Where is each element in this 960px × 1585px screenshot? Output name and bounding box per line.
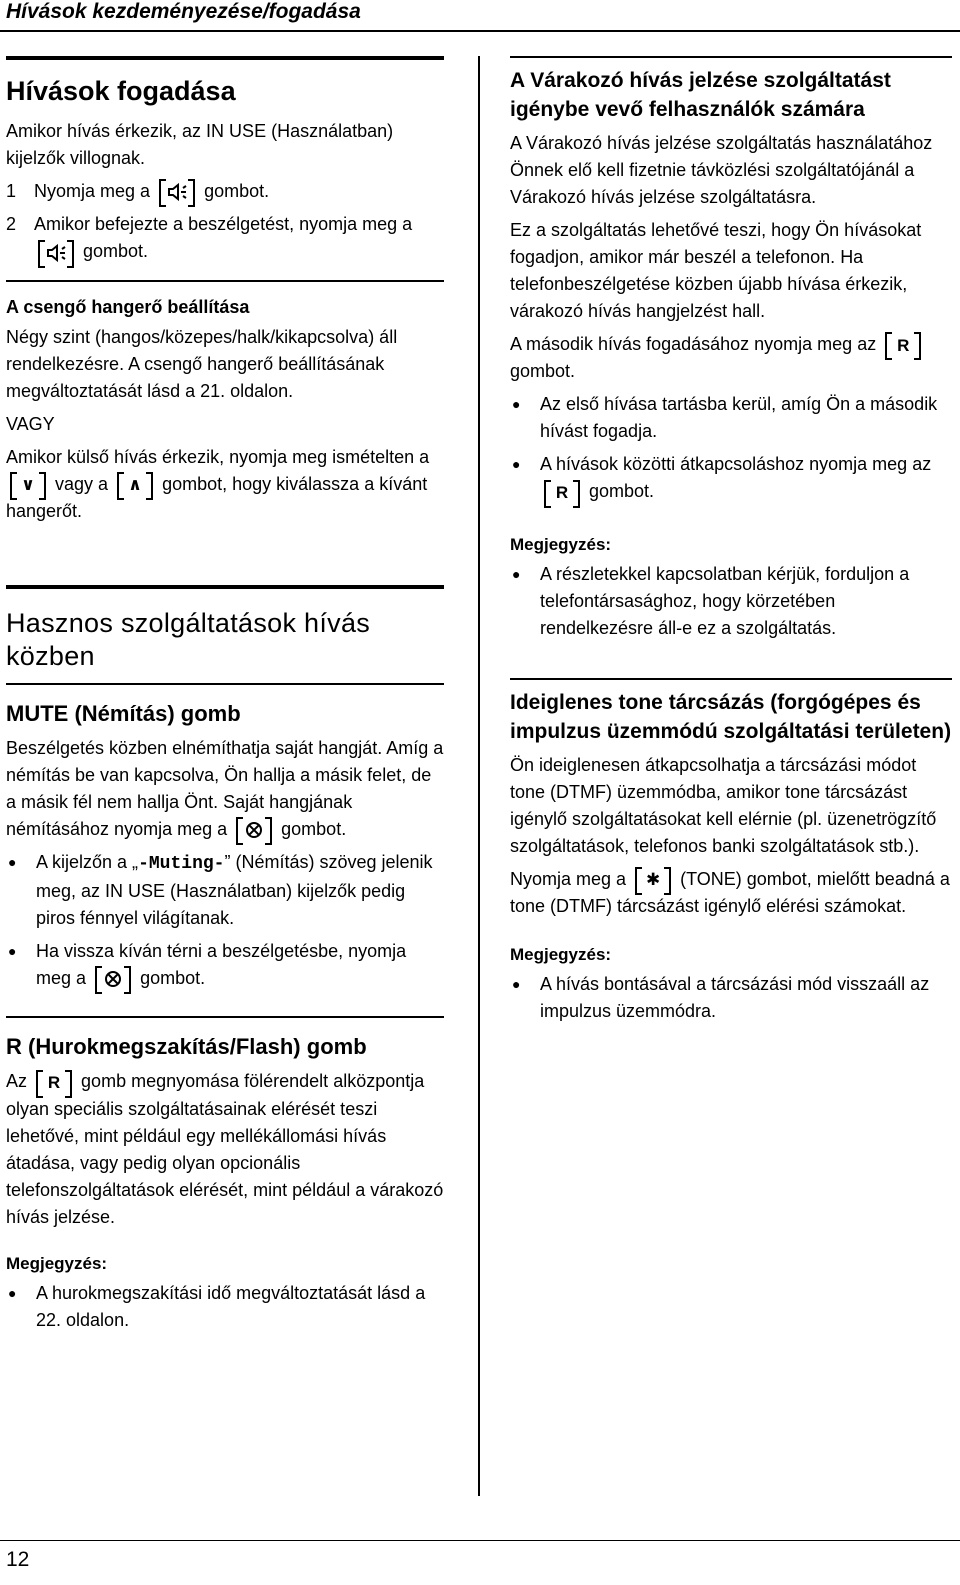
- step-text-end: gombot.: [83, 241, 149, 262]
- ringer-alt-b: vagy a: [55, 473, 109, 494]
- flash-notes: [6, 1280, 444, 1334]
- bullet-dot: ●: [8, 854, 17, 870]
- list-item: ● A részletekkel kapcsolatban kérjük, forduljon a telefontársasághoz, hogy körzetében rendelkezésre áll-e ez a szolgáltatás.: [510, 561, 952, 642]
- list-item: ● Az első hívása tartásba kerül, amíg Ön a második hívást fogadja.: [510, 391, 952, 445]
- mute-heading: MUTE (Némítás) gomb: [6, 700, 241, 726]
- speakerphone-key: [159, 179, 195, 205]
- speakerphone-key: [38, 240, 74, 266]
- list-item: ● A kijelzőn a „-Muting-” (Némítás) szöveg jelenik meg, az IN USE (Használatban) kijelzők pedig piros fénnyel világítanak.: [6, 849, 444, 932]
- r-key: R: [885, 332, 921, 358]
- bullet-dot: ●: [512, 456, 521, 473]
- receive-intro: Amikor hívás érkezik, az IN USE (Használatban) kijelzők villognak.: [6, 121, 394, 168]
- muting-display-text: -Muting-: [138, 854, 225, 874]
- step-number: 2: [6, 214, 17, 235]
- up-arrow-icon: ∧: [128, 475, 142, 495]
- star-key: [635, 867, 671, 893]
- footer-divider: [0, 1540, 960, 1541]
- bullet-dot: ●: [512, 396, 521, 413]
- tone-p1: Ön ideiglenesen átkapcsolhatja a tárcsázási módot tone (DTMF) üzemmódba, amikor tone tárcsázást igénylő szolgáltatásokat kell elérnie (pl. üzenetrögzítő szolgáltatások, telefonos banki szolgáltatások stb.).: [510, 754, 937, 856]
- step-text: Nyomja meg a: [34, 181, 151, 201]
- r-key: R: [544, 480, 580, 506]
- step-number: 1: [6, 181, 17, 201]
- bullet-dot: ●: [8, 943, 17, 959]
- subsection-rule: [6, 683, 444, 685]
- note-heading: Megjegyzés:: [510, 534, 612, 554]
- header-divider: [0, 30, 960, 32]
- mute-text: [6, 735, 444, 843]
- list-item: ● A hívás bontásával a tárcsázási mód visszaáll az impulzus üzemmódra.: [510, 971, 952, 1025]
- mute-key: [95, 966, 131, 992]
- bullet-dot: ●: [512, 975, 521, 992]
- subsection-rule: [510, 56, 952, 58]
- note-heading: Megjegyzés:: [510, 944, 612, 964]
- mute-text-a: Beszélgetés közben elnémíthatja saját hangját. Amíg a némítás be van kapcsolva, Ön hallja a másik felet, de a másik fél nem hallja Önt. Saját hangjának némításához nyomja meg a: [6, 737, 444, 839]
- tone-notes: [510, 971, 952, 1025]
- useful-features-heading: Hasznos szolgáltatások hívás közben: [6, 607, 371, 671]
- up-key: [117, 472, 153, 498]
- ringer-alt-text: [6, 444, 444, 525]
- right-column: [510, 56, 952, 1031]
- ringer-alt-c: gombot, hogy kiválassza a kívánt hangerőt.: [6, 473, 428, 521]
- page-header-title: Hívások kezdeményezése/fogadása: [6, 0, 361, 23]
- call-waiting-p3: A második hívás fogadásához nyomja meg az R gombot.: [510, 331, 952, 385]
- step-text: Amikor befejezte a beszélgetést, nyomja meg a: [34, 214, 413, 235]
- mute-icon: [103, 969, 123, 989]
- ringer-text: Négy szint (hangos/közepes/halk/kikapcsolva) áll rendelkezésre. A csengő hangerő beállításának megváltoztatását lásd a 21. oldalon.: [6, 326, 398, 401]
- tone-dialing-heading: Ideiglenes tone tárcsázás (forgógépes és impulzus üzemmódú szolgáltatási területen): [510, 690, 952, 743]
- left-column: [6, 56, 444, 1340]
- note-heading: Megjegyzés:: [6, 1253, 108, 1273]
- mute-icon: [244, 820, 264, 840]
- receive-calls-heading: Hívások fogadása: [6, 76, 236, 106]
- ringer-alt-a: Amikor külső hívás érkezik, nyomja meg ismételten a: [6, 446, 430, 467]
- step-text-end: gombot.: [204, 181, 270, 201]
- bullet-dot: ●: [8, 1284, 17, 1301]
- subsection-rule: [6, 280, 444, 282]
- column-divider: [478, 56, 480, 1496]
- mute-bullets: [6, 849, 444, 992]
- or-label: VAGY: [6, 413, 55, 434]
- mute-key: [236, 817, 272, 843]
- section-rule: [6, 585, 444, 589]
- flash-heading: R (Hurokmegszakítás/Flash) gomb: [6, 1034, 367, 1060]
- section-rule: [6, 56, 444, 60]
- list-item: ● Ha vissza kíván térni a beszélgetésbe, nyomja meg a gombot.: [6, 938, 444, 992]
- down-key: [10, 472, 46, 498]
- speakerphone-icon: [45, 243, 67, 263]
- list-item: ● A hívások közötti átkapcsoláshoz nyomja meg az R gombot.: [510, 451, 952, 505]
- subsection-rule: [510, 678, 952, 680]
- r-key: R: [36, 1070, 72, 1096]
- down-arrow-icon: ∨: [21, 475, 35, 495]
- subsection-rule: [6, 1016, 444, 1018]
- call-waiting-p1: A Várakozó hívás jelzése szolgáltatás használatához Önnek elő kell fizetnie távközlési szolgáltatójánál a Várakozó hívás jelzése szolgáltatásra.: [510, 133, 933, 207]
- bullet-dot: ●: [512, 565, 521, 582]
- call-waiting-heading: A Várakozó hívás jelzése szolgáltatást igénybe vevő felhasználók számára: [510, 69, 891, 121]
- mute-text-b: gombot.: [281, 818, 347, 839]
- star-icon: ✱: [645, 870, 661, 890]
- speakerphone-icon: [166, 182, 188, 202]
- call-waiting-p2: Ez a szolgáltatás lehetővé teszi, hogy Ön hívásokat fogadjon, amikor már beszél a telefonon. Ha telefonbeszélgetése közben újabb hívása érkezik, várakozó hívás hangjelzést hall.: [510, 220, 922, 321]
- ringer-volume-heading: A csengő hangerő beállítása: [6, 296, 250, 317]
- call-waiting-notes: [510, 561, 952, 642]
- step-2: [6, 211, 444, 265]
- call-waiting-bullets: [510, 391, 952, 505]
- tone-p2: Nyomja meg a ✱ (TONE) gombot, mielőtt beadná a tone (DTMF) tárcsázást igénylő elérési számokat.: [510, 866, 952, 920]
- flash-text: Az R gomb megnyomása fölérendelt alközpontja olyan speciális szolgáltatásainak elérését teszi lehetővé, mint például egy mellékállomási hívás átadása, vagy pedig olyan opcionális telefonszolgáltatások elérését, mint például a várakozó hívás jelzése.: [6, 1071, 444, 1227]
- page-number: 12: [6, 1548, 30, 1571]
- step-1: [6, 178, 444, 205]
- list-item: ● A hurokmegszakítási idő megváltoztatását lásd a 22. oldalon.: [6, 1280, 444, 1334]
